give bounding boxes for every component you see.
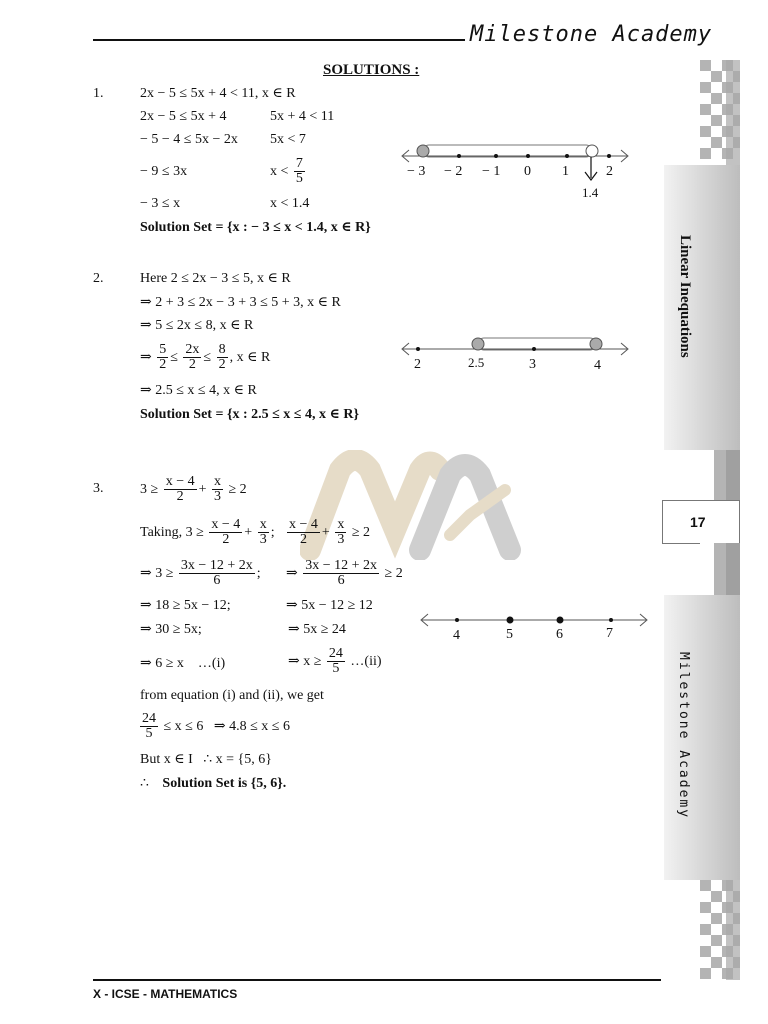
q2-number: 2.: [93, 271, 104, 286]
q3-line6b: [288, 643, 382, 681]
q1-line1: 2x − 5 ≤ 5x + 4 < 11, x ∈ R: [140, 86, 296, 101]
q3-line3-semi: ;: [256, 566, 261, 581]
q1-nl-label-5: 2: [606, 164, 613, 179]
q1-line2a: 2x − 5 ≤ 5x + 4: [140, 109, 227, 124]
q3-line3b-frac: [303, 559, 379, 588]
q1-fraction: [294, 157, 305, 186]
q3-nl-label-0: 4: [453, 628, 460, 643]
q3-line3b-frac-den: 6: [337, 573, 345, 589]
q1-nl-label-2: − 1: [482, 164, 501, 179]
q3-line2b-frac1-num: x − 4: [289, 517, 318, 533]
q2-line4-post: , x ∈ R: [229, 350, 271, 365]
q3-line8-frac-num: 24: [142, 711, 156, 727]
q3-line2-frac2-den: 3: [259, 532, 267, 548]
q3-line2-frac1-den: 2: [222, 532, 230, 548]
q1-fraction-num: 7: [295, 156, 303, 172]
q3-line3-frac: [179, 559, 255, 588]
q3-nl-label-2: 6: [556, 627, 563, 642]
q3-line3b-frac-num: 3x − 12 + 2x: [305, 558, 378, 574]
sidebar-checker-lower: [700, 543, 740, 595]
q3-line2b: [285, 514, 370, 552]
q2-line2: ⇒ 2 + 3 ≤ 2x − 3 + 3 ≤ 5 + 3, x ∈ R: [140, 295, 341, 310]
q3-line1-frac2-num: x: [214, 474, 221, 490]
q3-line2b-frac2-num: x: [337, 517, 345, 533]
q2-leq1: ≤: [170, 350, 178, 365]
q3-line7: from equation (i) and (ii), we get: [140, 688, 324, 703]
q2-line4-pre: ⇒: [140, 350, 152, 365]
q2-solution: Solution Set = {x : 2.5 ≤ x ≤ 4, x ∈ R}: [140, 407, 359, 422]
q2-frac3: [217, 343, 228, 372]
q3-line2-frac1: [209, 518, 242, 547]
q3-nl-label-3: 7: [606, 626, 613, 641]
sidebar-checker-bottom: [700, 880, 740, 980]
q3-line6a: ⇒ 6 ≥ x …(i): [140, 656, 226, 671]
q3-line8: [138, 708, 290, 746]
q3-line6b-frac: [327, 647, 345, 676]
q3-line1-post: ≥ 2: [228, 482, 247, 497]
q3-line8-frac-den: 5: [145, 726, 153, 742]
q2-frac2-den: 2: [188, 357, 196, 373]
q1-number: 1.: [93, 86, 104, 101]
q1-nl-label-1: − 2: [444, 164, 463, 179]
q1-nl-label-0: − 3: [407, 164, 426, 179]
q2-line5: ⇒ 2.5 ≤ x ≤ 4, x ∈ R: [140, 383, 257, 398]
q3-line3: [140, 555, 261, 593]
q3-line3-frac-num: 3x − 12 + 2x: [180, 558, 253, 574]
q3-line3b-post: ≥ 2: [384, 566, 403, 581]
q3-line2-frac2-num: x: [259, 517, 267, 533]
q2-nl-label-2: 3: [529, 357, 536, 372]
q3-line2-frac1-num: x − 4: [211, 517, 241, 533]
q3-line10: [140, 776, 286, 792]
q2-frac3-den: 2: [218, 357, 226, 373]
footer-rule: [93, 979, 661, 981]
q3-line2b-post: ≥ 2: [351, 525, 370, 540]
q3-line1-pre: 3 ≥: [140, 482, 159, 497]
q3-line4a: ⇒ 18 ≥ 5x − 12;: [140, 598, 231, 613]
q3-line2-pre: Taking, 3 ≥: [140, 525, 204, 540]
q3-line8-frac: [140, 712, 158, 741]
q1-line4b-pre: x <: [270, 164, 289, 179]
q3-line2-frac2: [258, 518, 269, 547]
q3-line1-frac1-den: 2: [176, 489, 184, 505]
q1-nl-label-4: 1: [562, 164, 569, 179]
q3-line10-pre: ∴: [140, 776, 149, 791]
q3-line2b-frac1: [287, 518, 320, 547]
q2-line1: Here 2 ≤ 2x − 3 ≤ 5, x ∈ R: [140, 271, 291, 286]
q3-line3b-pre: ⇒: [286, 566, 298, 581]
q3-line6b-frac-den: 5: [332, 661, 340, 677]
q3-nl-label-1: 5: [506, 627, 513, 642]
q3-line1-frac1-num: x − 4: [165, 474, 195, 490]
q2-frac3-num: 8: [218, 342, 226, 358]
q2-frac1-num: 5: [159, 342, 167, 358]
q3-number: 3.: [93, 481, 104, 496]
sidebar-brand: Milestone Academy: [676, 652, 691, 820]
q3-line6b-pre: ⇒ x ≥: [288, 654, 322, 669]
q2-nl-label-3: 4: [594, 358, 601, 373]
q3-line5a: ⇒ 30 ≥ 5x;: [140, 622, 202, 637]
q1-line2b: 5x + 4 < 11: [270, 109, 335, 124]
q1-line4b: [270, 153, 307, 191]
q3-line3-pre: ⇒ 3 ≥: [140, 566, 174, 581]
header-rule: [93, 39, 465, 41]
footer-text: X - ICSE - MATHEMATICS: [93, 987, 238, 1001]
q3-line6b-frac-num: 24: [328, 646, 343, 662]
q2-frac2: [183, 343, 201, 372]
q1-line5a: − 3 ≤ x: [140, 196, 181, 211]
q3-line2-plus: +: [244, 525, 253, 540]
q3-line1: [140, 471, 247, 509]
q2-frac1-den: 2: [159, 357, 167, 373]
q3-solution: Solution Set is {5, 6}.: [162, 776, 287, 791]
page-title: SOLUTIONS :: [323, 62, 420, 78]
q3-line2-semi: ;: [270, 525, 275, 540]
sidebar-chapter-title: Linear Inequations: [677, 235, 693, 358]
q3-line2b-frac1-den: 2: [299, 532, 307, 548]
q3-line8-post: ≤ x ≤ 6 ⇒ 4.8 ≤ x ≤ 6: [163, 719, 290, 734]
q3-line2: [140, 514, 275, 552]
page-number: 17: [690, 514, 706, 530]
q3-line1-frac1: [164, 475, 197, 504]
q3-line5b: ⇒ 5x ≥ 24: [288, 622, 346, 637]
q1-line4a: − 9 ≤ 3x: [140, 164, 188, 179]
q2-leq2: ≤: [203, 350, 212, 365]
q2-nl-label-0: 2: [414, 357, 421, 372]
q1-line3a: − 5 − 4 ≤ 5x − 2x: [140, 132, 238, 147]
q3-line2b-frac2-den: 3: [337, 532, 345, 548]
q1-line3b: 5x < 7: [270, 132, 306, 147]
q3-line4b: ⇒ 5x − 12 ≥ 12: [286, 598, 373, 613]
q1-number-line: [395, 140, 635, 205]
q2-nl-label-1: 2.5: [468, 355, 485, 370]
q3-line2b-plus: +: [321, 525, 330, 540]
q3-line3-frac-den: 6: [213, 573, 221, 589]
q3-line2b-frac2: [335, 518, 346, 547]
q3-line3b: [286, 555, 403, 593]
q3-line1-frac2: [212, 475, 223, 504]
q1-nl-label-3: 0: [524, 164, 531, 179]
q3-line9: But x ∈ I ∴ x = {5, 6}: [140, 752, 272, 767]
sidebar-checker-top: [700, 60, 740, 165]
q3-line1-plus: +: [198, 482, 207, 497]
header-brand: Milestone Academy: [470, 22, 713, 47]
q1-line5b: x < 1.4: [270, 196, 310, 211]
q2-frac1: [157, 343, 168, 372]
q1-nl-marker: 1.4: [582, 185, 599, 200]
q2-line3: ⇒ 5 ≤ 2x ≤ 8, x ∈ R: [140, 318, 254, 333]
q2-frac2-num: 2x: [185, 342, 200, 358]
q1-fraction-den: 5: [295, 171, 303, 187]
q2-line4: [140, 339, 270, 377]
sidebar-checker-mid: [700, 450, 740, 500]
q3-line1-frac2-den: 3: [214, 489, 221, 505]
q1-solution: Solution Set = {x : − 3 ≤ x < 1.4, x ∈ R}: [140, 220, 371, 235]
q3-line6b-post: …(ii): [350, 654, 382, 669]
